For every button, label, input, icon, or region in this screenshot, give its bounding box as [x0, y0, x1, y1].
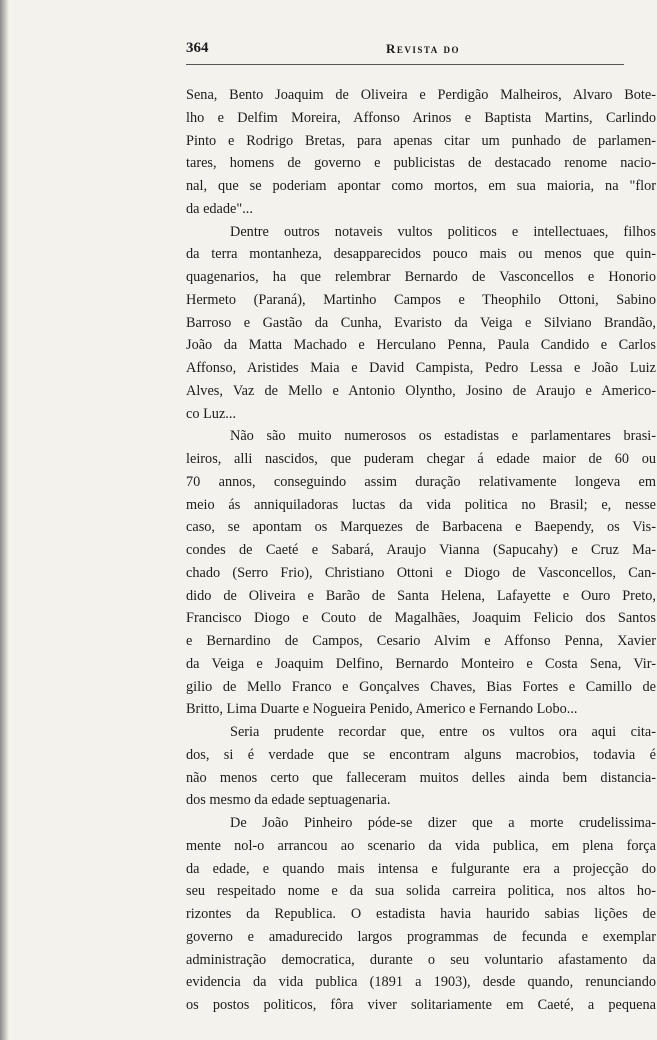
running-head	[186, 40, 597, 62]
paragraph	[186, 721, 656, 812]
paragraph	[186, 84, 656, 221]
text-line: dos mesmo da edade septuagenaria.	[186, 792, 391, 809]
text-line: Sena, Bento Joaquim de Oliveira e Perdigão Malheiros, Alvaro Bote-	[186, 87, 656, 103]
text-line: De João Pinheiro póde-se dizer que a morte crudelissima-	[230, 815, 656, 831]
text-line: dos, si é verdade que se encontram alguns macrobios, todavia é	[186, 746, 656, 763]
paragraph	[186, 812, 656, 1017]
text-line: chado (Serro Frio), Christiano Ottoni e Diogo de Vasconcellos, Can-	[186, 564, 656, 581]
text-line: mente nol-o arrancou ao scenario da vida publica, em plena força	[186, 837, 656, 854]
text-line: governo e amadurecido largos programmas de fecunda e exemplar	[186, 928, 656, 945]
text-line: dido de Oliveira e Barão de Santa Helena, Lafayette e Ouro Preto,	[186, 587, 656, 604]
text-line: Hermeto (Paraná), Martinho Campos e Theophilo Ottoni, Sabino	[186, 291, 656, 308]
body-text	[186, 84, 656, 1017]
text-line: os postos politicos, fôra viver solitariamente em Caeté, a pequena	[186, 997, 656, 1013]
text-line: leiros, alli nascidos, que puderam chegar á edade maior de 60 ou	[186, 451, 656, 467]
text-line: gilio de Mello Franco e Gonçalves Chaves, Bias Fortes e Camillo de	[186, 678, 656, 695]
paragraph	[186, 221, 656, 426]
text-line: da terra montanheza, desapparecidos pouco mais ou menos que quin-	[186, 246, 656, 263]
text-line: nal, que se poderiam apontar como mortos, em sua maioria, na "flor	[186, 178, 656, 194]
text-line: Barroso e Gastão da Cunha, Evaristo da Veiga e Silviano Brandão,	[186, 314, 656, 331]
text-line: e Bernardino de Campos, Cesario Alvim e Affonso Penna, Xavier	[186, 633, 656, 649]
text-line: quagenarios, ha que relembrar Bernardo de Vasconcellos e Honorio	[186, 269, 656, 285]
text-line: da Veiga e Joaquim Delfino, Bernardo Monteiro e Costa Sena, Vir-	[186, 655, 656, 672]
text-line: seu respeitado nome e da sua solida carreira politica, nos altos ho-	[186, 883, 656, 900]
text-line: administração democratica, durante o seu voluntario afastamento da	[186, 951, 656, 968]
text-line: co Luz...	[186, 405, 237, 422]
header-rule	[186, 64, 624, 65]
text-line: Não são muito numerosos os estadistas e parlamentares brasi-	[230, 428, 656, 445]
text-line: Britto, Lima Duarte e Nogueira Penido, Americo e Fernando Lobo...	[186, 701, 578, 718]
text-line: não menos certo que falleceram muitos delles ainda bem distancia-	[186, 769, 656, 786]
journal-title: Revista do	[386, 41, 460, 56]
text-line: Pinto e Rodrigo Bretas, para apenas citar um punhado de parlamen-	[186, 132, 656, 149]
text-line: lho e Delfim Moreira, Affonso Arinos e Baptista Martins, Carlindo	[186, 109, 656, 126]
text-line: Francisco Diogo e Couto de Magalhães, Joaquim Felicio dos Santos	[186, 610, 656, 627]
text-line: João da Matta Machado e Herculano Penna, Paula Candido e Carlos	[186, 337, 656, 354]
text-line: Seria prudente recordar que, entre os vultos ora aqui cita-	[230, 724, 656, 740]
page-number: 364	[186, 40, 209, 56]
text-line: Alves, Vaz de Mello e Antonio Olyntho, Josino de Araujo e Americo-	[186, 382, 656, 399]
text-line: evidencia da vida publica (1891 a 1903), desde quando, renunciando	[186, 974, 656, 991]
binding-edge	[0, 0, 9, 1040]
text-line: meio ás anniquiladoras luctas da vida politica no Brasil; e, nesse	[186, 496, 656, 513]
text-line: rizontes da Republica. O estadista havia haurido sabias lições de	[186, 906, 656, 922]
text-line: 70 annos, conseguindo assim duração relativamente longeva em	[186, 473, 656, 490]
text-line: Dentre outros notaveis vultos politicos e intellectuaes, filhos	[230, 223, 656, 240]
text-line: Affonso, Aristides Maia e David Campista, Pedro Lessa e João Luiz	[186, 360, 656, 376]
paragraph	[186, 425, 656, 721]
text-line: da edade, e quando mais intensa e fulgurante era a projecção do	[186, 860, 656, 877]
text-line: condes de Caeté e Sabará, Araujo Vianna (Sapucahy) e Cruz Ma-	[186, 542, 656, 558]
text-line: da edade"...	[186, 200, 253, 217]
text-line: tares, homens de governo e publicistas de destacado renome nacio-	[186, 155, 656, 172]
text-line: caso, se apontam os Marquezes de Barbacena e Baependy, os Vis-	[186, 519, 656, 536]
